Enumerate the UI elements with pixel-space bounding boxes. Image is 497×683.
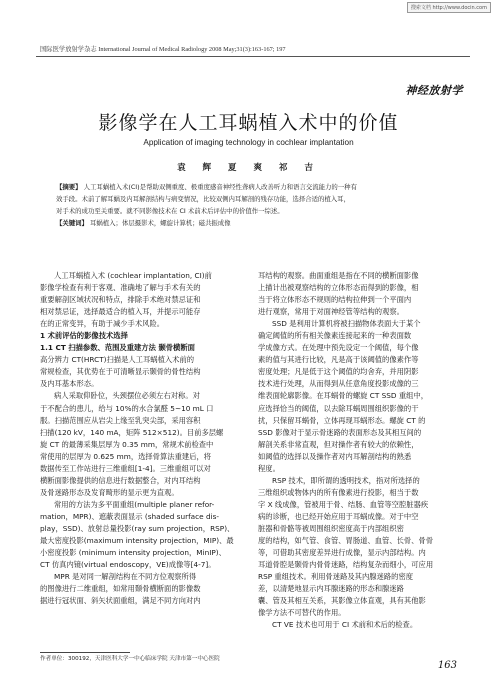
- body-text-line: 服。扫描范围应从岩尖上缘至乳突尖部，采用容积: [40, 415, 201, 425]
- body-text-line: 像学方法不可替代的作用。: [258, 608, 346, 618]
- body-text-line: 影像学检查有利于客观、准确地了解与手术有关的: [40, 283, 201, 293]
- section-heading: 1.1 CT 扫描参数、范围及重建方法 颞骨横断面: [40, 343, 195, 353]
- body-text-line: 最大密度投影(maximum intensity projection，MIP)、最: [40, 536, 234, 546]
- body-text-line: 学成像方式。在处理中预先设定一个阈值，每个像: [258, 343, 419, 353]
- body-text-line: 脏器和骨骼等被周围组织密度高于内部组织密: [258, 523, 404, 533]
- body-text-line: 常使用的层厚为 0.625 mm，选择骨算法重建后，将: [40, 451, 212, 461]
- body-text-line: 耳结构的观察。曲面重组是指在不同的横断面影像: [258, 271, 419, 280]
- body-text-line: 相对禁忌证，选择最适合的植入耳，并提示可能存: [40, 307, 201, 317]
- keywords-line: [56, 217, 440, 229]
- author-affiliation-footnote: 作者单位：300192，天津医科大学一中心临床学院 天津市第一中心医院: [40, 656, 220, 662]
- body-text-line: 程度。: [258, 463, 280, 473]
- body-text-line: 在的正常变异，有助于减少手术风险。: [40, 319, 165, 329]
- right-column: [258, 270, 473, 631]
- body-text-line: RSP 重组技术。利用骨迷路及其内腺迷路的密度: [258, 572, 414, 582]
- abstract-line: [56, 181, 440, 193]
- body-text-line: 常用的方法为多平面重组(multiple planer refor-: [54, 499, 215, 509]
- body-text-line: 囊、管及其相互关系，其影像立体直观，具有其他影: [258, 596, 426, 606]
- left-column: [40, 270, 255, 607]
- body-text-line: 病的诊断，也已经开始应用于耳蜗成像。对于中空: [258, 511, 419, 521]
- body-text-line: 小密度投影 (minimum intensity projection，MinIP)、: [40, 548, 226, 558]
- body-text-line: 旋 CT 的最薄采集层厚为 0.35 mm，常规术前检查中: [40, 439, 214, 449]
- abstract-block: [56, 181, 440, 229]
- body-text-line: 技术进行处理，从而得到从任意角度投影成像的三: [258, 379, 419, 389]
- abstract-line: 效手段。术前了解耳蜗及内耳解剖结构与病变情况，比较双侧内耳解剖的残存功能，选择合适的植入耳，: [56, 195, 350, 203]
- body-text-line: 解剖关系非常直观，但对操作者有较大的依赖性，: [258, 439, 419, 449]
- body-text-line: 三维组织或物体内的所有像素进行投影，相当于数: [258, 487, 419, 497]
- watermark-stamp: 搜索文档 http://www.docin.com: [407, 2, 491, 13]
- body-text-line: 字 X 线成像，管被用于骨、结肠、血管等空腔脏器疾: [258, 499, 429, 509]
- article-title-english: Application of imaging technology in cochlear implantation: [143, 138, 354, 147]
- authors: 袁 辉 夏 爽 祁 吉: [177, 163, 320, 173]
- body-text-line: 当于将立体形态不规则的结构拉伸到一个平面内: [258, 295, 412, 305]
- body-text-line: 数据传至工作站进行三维重组[1-4]。三维重组可以对: [40, 463, 211, 473]
- journal-header: 国际医学放射学杂志 International Journal of Medical Radiology 2008 May;31(3):163-167; 197: [40, 46, 286, 53]
- body-text-line: 重要解剖区域状况和特点，排除手术绝对禁忌证和: [40, 295, 201, 305]
- footnote-rule: [40, 652, 130, 653]
- body-text-line: 等，可借助其密度差异进行成像，显示内部结构。内: [258, 548, 426, 558]
- body-text-line: 及内耳基本形态。: [40, 379, 99, 389]
- abstract-text: 人工耳蜗植入术(CI)是帮助双侧重度、极重度感音神经性聋病人改善听力和语言交流能力的一种有: [83, 183, 357, 191]
- keywords-text: 耳蜗植入；体层摄影术，螺旋计算机；磁共振成像: [90, 219, 231, 227]
- article-title: 影像学在人工耳蜗植入术中的价值: [98, 112, 399, 134]
- header-rule: [36, 56, 470, 57]
- body-text-line: 扰，只保留耳蜗骨，立体再现耳蜗形态。螺旋 CT 的: [258, 415, 426, 425]
- body-text-line: 的图像进行二维重组，如常用颞骨横断面的影像数: [40, 584, 201, 594]
- body-text-line: 度的结构，如气管、食管、胃肠道、血管、长骨、骨骨: [258, 536, 434, 546]
- body-text-line: 人工耳蜗植入术 (cochlear implantation, CI)前: [54, 271, 212, 280]
- body-text-line: SSD 影像对于显示骨迷路的表面形态及其相互间的: [258, 427, 422, 437]
- body-text-line: 进行观察，常用于对面神经管等结构的观察。: [258, 307, 404, 317]
- body-text-line: 及骨迷路形态及发育畸形的显示更为直观。: [40, 487, 179, 497]
- section-tag: 神经放射学: [405, 84, 463, 97]
- body-text-line: play，SSD)、放射总量投影(ray sum projection，RSP)、: [40, 523, 235, 533]
- body-text-line: 应选择恰当的阈值，以去除耳蜗周围组织影像的干: [258, 403, 419, 413]
- page-number: 163: [437, 660, 457, 671]
- body-text-line: 维表面轮廓影像。在耳蜗骨的螺旋 CT SSD 重组中，: [258, 391, 429, 401]
- body-text-line: CT VE 技术也可用于 CI 术前和术后的检查。: [272, 620, 418, 630]
- body-text-line: 密度处理；凡是低于这个阈值的均舍弃，并用阴影: [258, 367, 419, 377]
- body-text-line: 常规检查，其优势在于可清晰显示颞骨的骨性结构: [40, 367, 201, 377]
- body-text-line: 据进行冠状面、斜矢状面重组，满足不同方向对内: [40, 596, 201, 606]
- body-text-line: 如阈值的选择以及操作者对内耳解剖结构的熟悉: [258, 451, 412, 461]
- body-text-line: 确定阈值的所有相关像素连接起来的一种表面数: [258, 331, 412, 341]
- body-text-line: 差，以清楚地显示内耳腺迷路的形态和腺迷路: [258, 584, 404, 594]
- body-text-line: mation，MPR)、遮蔽表面显示 (shaded surface dis-: [40, 511, 220, 521]
- body-text-line: 横断面影像提供的信息进行数据整合，对内耳结构: [40, 475, 201, 485]
- abstract-label: 【摘要】: [56, 183, 82, 191]
- body-text-line: 高分辨力 CT(HRCT)扫描是人工耳蜗植入术前的: [40, 355, 195, 365]
- body-text-line: RSP 技术，即所谓的透明技术，指对所选择的: [272, 475, 420, 485]
- body-text-line: 素的值与其进行比较，凡是高于该阈值的像素作等: [258, 355, 419, 365]
- section-heading: 1 术前评估的影像技术选择: [40, 331, 128, 341]
- body-text-line: 扫描(120 kV，140 mA，矩阵 512×512)。目前多层螺: [40, 427, 224, 437]
- keywords-label: 【关键词】: [56, 219, 88, 227]
- body-text-line: CT 仿真内镜(virtual endoscopy，VE)成像等[4-7]。: [40, 560, 216, 570]
- body-text-line: MPR 是对同一解剖结构在不同方位观察所得: [54, 572, 197, 582]
- body-text-line: 病人采取仰卧位，头颈摆位必须左右对称。对: [54, 391, 200, 401]
- body-text-line: 上描计出被观察结构的立体形态而得到的影像，相: [258, 283, 419, 293]
- body-text-line: SSD 是利用计算机将被扫描物体表面大于某个: [272, 319, 421, 329]
- body-text-line: 于不配合的患儿，给与 10%的水合氯醛 5~10 mL 口: [40, 403, 214, 413]
- body-text-line: 耳道骨腔是颞骨内骨骨迷路，结构复杂而细小，可应用: [258, 560, 434, 570]
- abstract-line: 对手术的成功至关重要。就不同影像技术在 CI 术前术后评估中的价值作一综述。: [56, 207, 284, 215]
